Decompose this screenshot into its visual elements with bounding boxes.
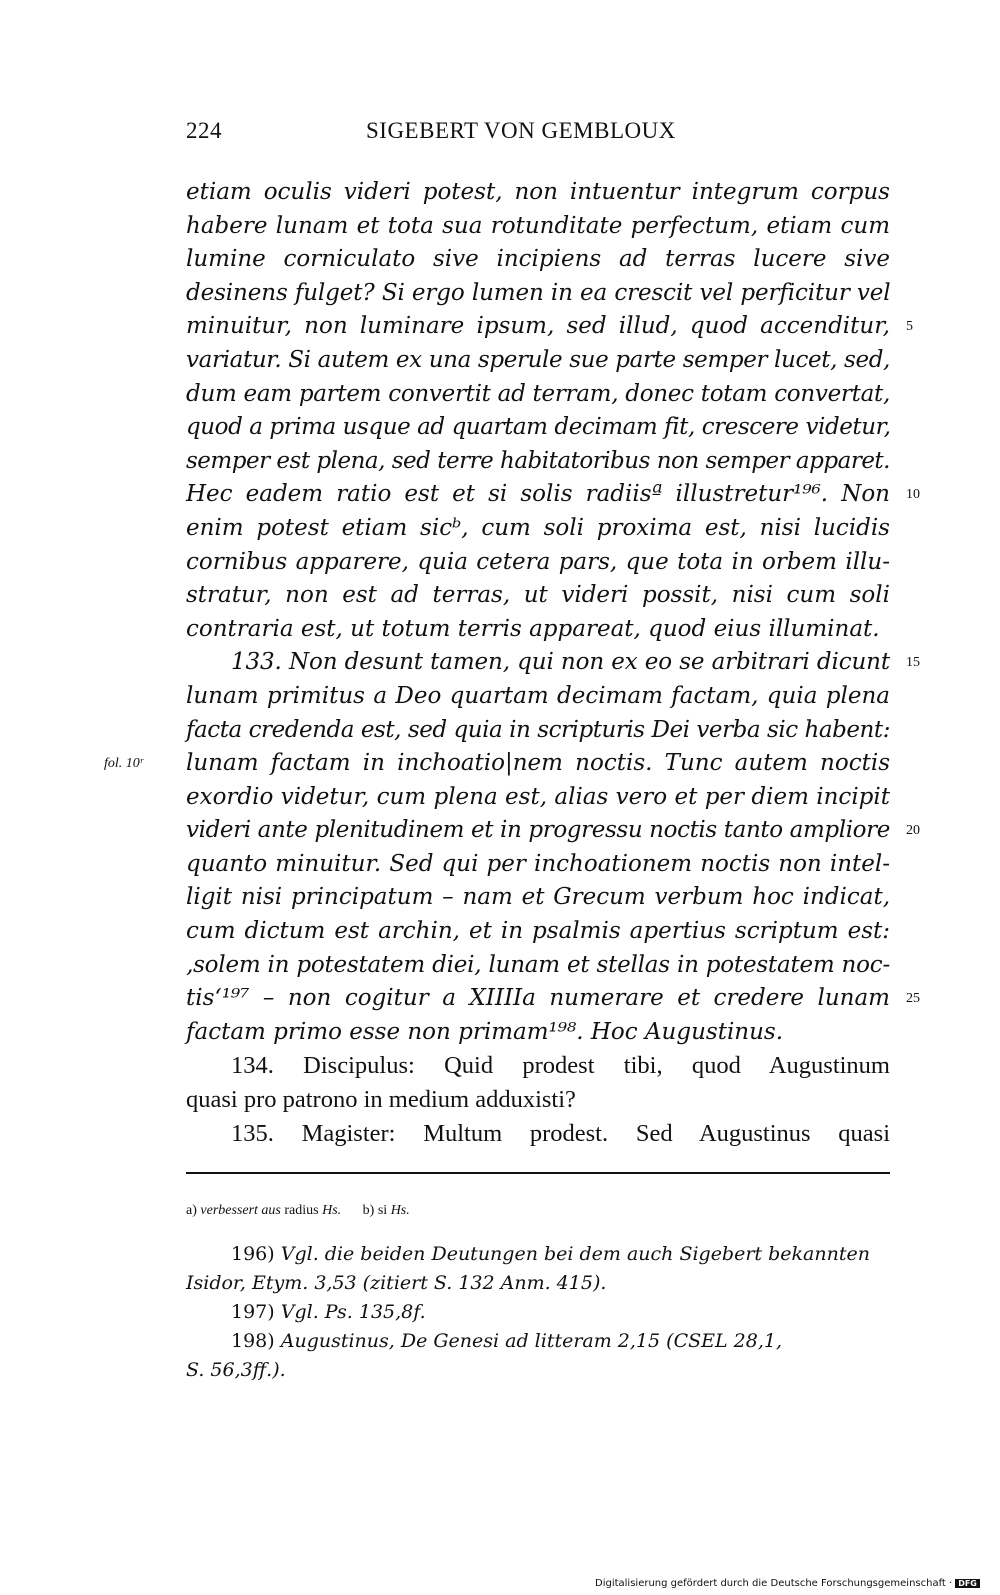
text-line-1: etiam oculis videri potest, non intuentur integrum corpus <box>186 179 890 205</box>
text-line-8: quod a prima usque ad quartam decimam fit, crescere videtur, <box>186 414 891 441</box>
apparatus-note-b: b) si Hs. <box>362 1203 410 1218</box>
text-line-27: 134. Discipulus: Quid prodest tibi, quod Augustinum <box>231 1052 890 1080</box>
text-line-13: stratur, non est ad terras, ut videri possit, nisi cum soli <box>186 582 890 609</box>
running-header <box>186 108 890 148</box>
digitization-credit: Digitalisierung gefördert durch die Deutsche Forschungsgemeinschaft · DFG <box>595 1578 980 1589</box>
footnote-197: 197) Vgl. Ps. 135,8f. <box>231 1301 426 1323</box>
text-line-7: dum eam partem convertit ad terram, donec totam convertat, <box>186 380 890 407</box>
text-line-21: quanto minuitur. Sed qui per inchoationem noctis non intel- <box>186 850 890 877</box>
text-line-12: cornibus apparere, quia cetera pars, que tota in orbem illu- <box>186 548 890 575</box>
footnote-198: 198) Augustinus, De Genesi ad litteram 2,15 (CSEL 28,1, <box>231 1330 782 1352</box>
text-line-23: cum dictum est archin, et in psalmis apertius scriptum est: <box>186 918 890 945</box>
apparatus-note-a: a) verbessert aus radius Hs. <box>186 1203 342 1218</box>
text-line-5: minuitur, non luminare ipsum, sed illud, quod accenditur, 5 <box>186 310 890 344</box>
text-line-3: lumine corniculato sive incipiens ad terras lucere sive <box>186 246 890 273</box>
line-number: 25 <box>906 991 920 1007</box>
text-line-24: ‚solem in potestatem diei, lunam et stellas in potestatem noc- <box>186 951 890 978</box>
text-line-11: enim potest etiam sicᵇ, cum soli proxima est, nisi lucidis <box>186 514 890 541</box>
footnote-rule <box>186 1172 890 1174</box>
text-line-10: Hec eadem ratio est et si solis radiisª illustretur¹⁹⁶. Non 10 <box>186 478 890 512</box>
footnote-196-cont: Isidor, Etym. 3,53 (zitiert S. 132 Anm. 415). <box>186 1272 607 1294</box>
text-line-15: 133. Non desunt tamen, qui non ex eo se arbitrari dicunt 15 <box>186 646 890 680</box>
text-line-18: fol. 10ʳ lunam factam in inchoatio|nem noctis. Tunc autem noctis <box>186 747 890 781</box>
main-text <box>104 176 920 1150</box>
line-number: 10 <box>906 487 920 503</box>
line-number: 15 <box>906 655 920 671</box>
text-line-19: exordio videtur, cum plena est, alias vero et per diem incipit <box>186 783 890 810</box>
text-line-4: desinens fulget? Si ergo lumen in ea crescit vel perficitur vel <box>186 279 891 306</box>
folio-margin-note: fol. 10ʳ <box>104 756 143 772</box>
footnotes <box>186 1240 890 1385</box>
text-line-2: habere lunam et tota sua rotunditate perfectum, etiam cum <box>186 212 890 239</box>
line-number: 5 <box>906 319 913 335</box>
footnote-196: 196) Vgl. die beiden Deutungen bei dem auch Sigebert bekannten <box>231 1243 870 1265</box>
footnote-198-cont: S. 56,3ff.). <box>186 1359 286 1381</box>
text-line-9: semper est plena, sed terre habitatoribus non semper apparet. <box>186 447 890 474</box>
critical-apparatus <box>186 1203 890 1219</box>
text-line-28: quasi pro patrono in medium adduxisti? <box>186 1086 576 1114</box>
text-line-29: 135. Magister: Multum prodest. Sed Augustinus quasi <box>231 1119 890 1147</box>
text-line-22: ligit nisi principatum – nam et Grecum verbum hoc indicat, <box>186 884 890 911</box>
text-line-14: contraria est, ut totum terris appareat, quod eius illuminat. <box>186 615 880 642</box>
text-line-26: factam primo esse non primam¹⁹⁸. Hoc Augustinus. <box>186 1018 784 1045</box>
text-line-6: variatur. Si autem ex una sperule sue parte semper lucet, sed, <box>186 346 891 373</box>
dfg-logo: DFG <box>955 1579 980 1588</box>
text-line-16: lunam primitus a Deo quartam decimam factam, quia plena <box>186 682 890 709</box>
text-line-17: facta credenda est, sed quia in scripturis Dei verba sic habent: <box>186 716 890 743</box>
text-line-20: videri ante plenitudinem et in progressu noctis tanto ampliore 20 <box>186 814 890 848</box>
text-line-25: tis‘¹⁹⁷ – non cogitur a XIIIIa numerare et credere lunam 25 <box>186 982 890 1016</box>
running-title: SIGEBERT VON GEMBLOUX <box>366 118 676 143</box>
page-number: 224 <box>186 118 222 143</box>
line-number: 20 <box>906 823 920 839</box>
